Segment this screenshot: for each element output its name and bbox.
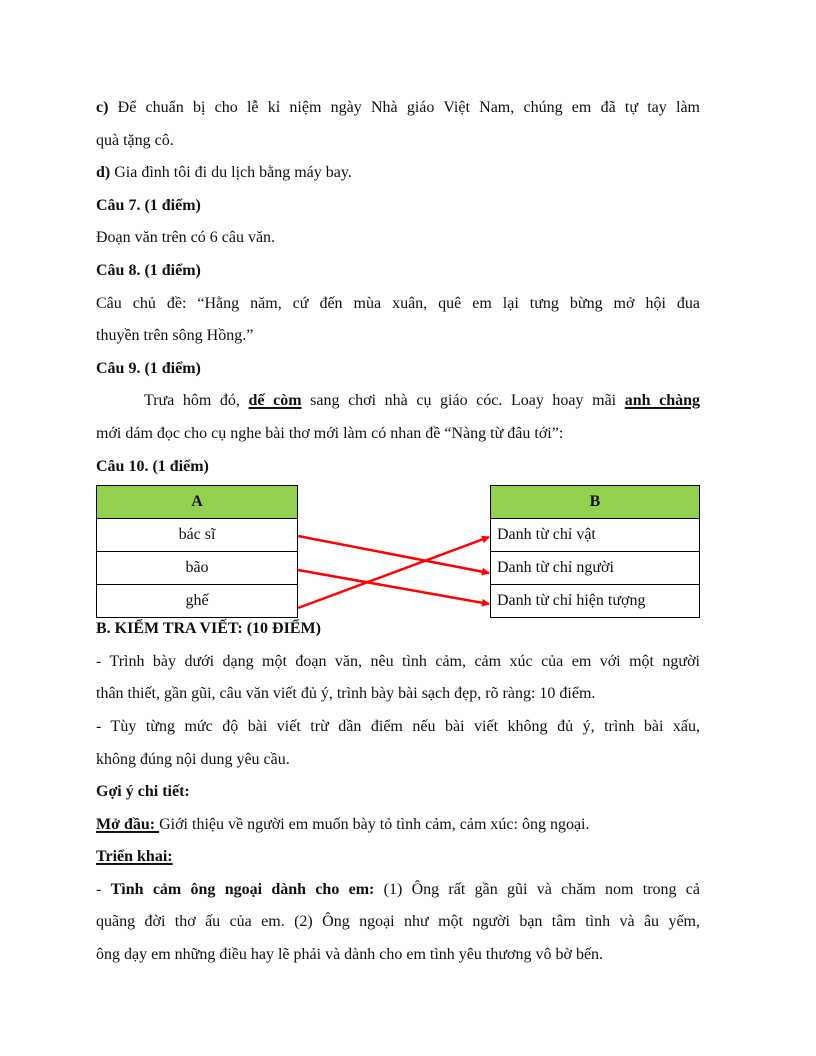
q9-heading: Câu 9. (1 điểm) bbox=[96, 359, 201, 377]
body-label-line bbox=[96, 841, 700, 874]
column-a-item: ghế bbox=[97, 585, 298, 618]
body-point-line3: ông dạy em những điều hay lẽ phải và dành cho em tình yêu thương vô bờ bến. bbox=[96, 946, 604, 964]
arrow-bao-to-hien-tuong bbox=[298, 570, 489, 604]
arrow-bac-si-to-nguoi bbox=[298, 536, 489, 573]
body-point-text1: (1) Ông rất gần gũi và chăm nom trong cả bbox=[374, 880, 701, 898]
document-page bbox=[96, 92, 700, 972]
column-a-header: A bbox=[97, 486, 298, 519]
section-b-heading: B. KIỂM TRA VIẾT: (10 ĐIỂM) bbox=[96, 620, 321, 638]
q8-answer-line1: Câu chủ đề: “Hằng năm, cứ đến mùa xuân, quê em lại tưng bừng mở hội đua bbox=[96, 294, 700, 312]
item-c-line1 bbox=[96, 92, 700, 125]
q9-part2: sang chơi nhà cụ giáo cóc. Loay hoay mãi bbox=[301, 392, 625, 410]
column-b-item: Danh từ chỉ vật bbox=[491, 519, 700, 552]
rule2-line1: - Tùy từng mức độ bài viết trừ dần điểm nếu bài viết không đủ ý, trình bài xấu, bbox=[96, 717, 700, 735]
column-b-item: Danh từ chỉ hiện tượng bbox=[491, 585, 700, 618]
arrow-ghe-to-vat bbox=[298, 537, 489, 608]
column-b-table bbox=[490, 485, 700, 618]
q9-answer-line1 bbox=[96, 385, 700, 418]
item-d-text: Gia đình tôi đi du lịch bằng máy bay. bbox=[110, 164, 352, 182]
body-point-prefix: - bbox=[96, 880, 111, 898]
body-point-line2: quãng đời thơ ấu của em. (2) Ông ngoại như một người bạn tâm tình và âu yếm, bbox=[96, 913, 700, 931]
q7-heading: Câu 7. (1 điểm) bbox=[96, 196, 201, 214]
hint-heading: Gợi ý chi tiết: bbox=[96, 783, 190, 801]
q9-part1: Trưa hôm đó, bbox=[144, 392, 249, 410]
body-label: Triển khai: bbox=[96, 848, 173, 866]
item-c-text: Để chuẩn bị cho lễ kỉ niệm ngày Nhà giáo Việt Nam, chúng em đã tự tay làm bbox=[108, 99, 700, 116]
q9-highlight-anh-chang: anh chàng bbox=[624, 392, 701, 410]
q8-answer-line2: thuyền trên sông Hồng.” bbox=[96, 327, 254, 345]
rule2-line2: không đúng nội dung yêu cầu. bbox=[96, 750, 290, 768]
q7-answer: Đoạn văn trên có 6 câu văn. bbox=[96, 229, 276, 247]
item-d bbox=[96, 157, 700, 190]
column-a-table bbox=[96, 485, 298, 618]
q8-heading: Câu 8. (1 điểm) bbox=[96, 261, 201, 279]
item-c-line2: quà tặng cô. bbox=[96, 131, 174, 149]
item-d-label: d) bbox=[96, 164, 111, 182]
column-b-header: B bbox=[491, 486, 700, 519]
intro-label: Mở đầu: bbox=[96, 815, 160, 833]
matching-exercise bbox=[96, 485, 700, 619]
q9-answer-line2: mới dám đọc cho cụ nghe bài thơ mới làm có nhan đề “Nàng từ đâu tới”: bbox=[96, 424, 564, 442]
body-point-line1 bbox=[96, 874, 700, 907]
q10-heading: Câu 10. (1 điểm) bbox=[96, 457, 209, 475]
item-c-label: c) bbox=[96, 99, 109, 116]
rule1-line2: thân thiết, gần gũi, câu văn viết đủ ý, trình bày bài sạch đẹp, rõ ràng: 10 điểm. bbox=[96, 685, 596, 703]
column-b-item: Danh từ chỉ người bbox=[491, 552, 700, 585]
column-a-item: bác sĩ bbox=[97, 519, 298, 552]
body-point-label: Tình cảm ông ngoại dành cho em: bbox=[110, 880, 375, 898]
column-a-item: bão bbox=[97, 552, 298, 585]
intro-line bbox=[96, 809, 700, 842]
rule1-line1: - Trình bày dưới dạng một đoạn văn, nêu tình cảm, cảm xúc của em với một người bbox=[96, 652, 700, 670]
intro-text: Giới thiệu về người em muốn bày tỏ tình cảm, cảm xúc: ông ngoại. bbox=[159, 815, 590, 833]
q9-highlight-de-com: dế còm bbox=[248, 392, 302, 410]
